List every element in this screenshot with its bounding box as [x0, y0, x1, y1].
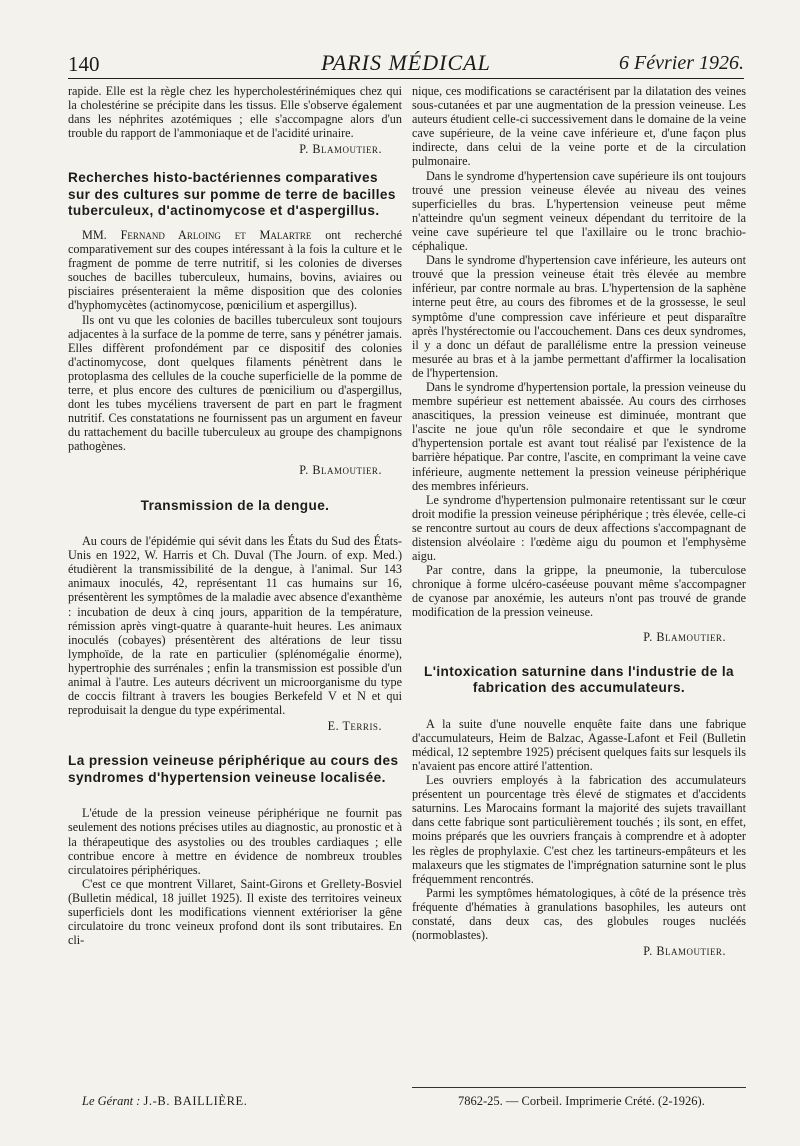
- page-number: 140: [68, 52, 100, 76]
- article-paragraph: Dans le syndrome d'hypertension cave inférieure, les auteurs ont trouvé que la pression veineuse était très élevée au membre inférieur, par contre normale au bras. L'hypertension de la saphène interne peut être, au cours des fibromes et de la grossesse, le seul symptôme d'une compression cave inférieure et peut disparaître après l'hystérectomie ou l'accouchement. Dans ces deux syndromes, il y a donc un défaut de parallélisme entre la pression veineuse mesurée au bras et à la jambe permettant d'affirmer la localisation de l'hypertension.: [412, 253, 746, 380]
- article-title-dengue: Transmission de la dengue.: [140, 497, 330, 513]
- article-signature: P. Blamoutier.: [643, 629, 726, 644]
- article-paragraph: C'est ce que montrent Villaret, Saint-Girons et Grellety-Bosviel (Bulletin médical, 18 juillet 1925). Il existe des territoires veineux superficiels dont les modifications viennent extérioriser la gêne circulatoire du tronc veineux profond dont ils sont tributaires. En cli-: [68, 876, 402, 948]
- article-title-pression: La pression veineuse périphérique au cours des syndromes d'hypertension veineuse localisée.: [68, 753, 399, 785]
- article-signature: P. Blamoutier.: [299, 463, 382, 478]
- article-signature: E. Terris.: [327, 719, 382, 734]
- journal-title: PARIS MÉDICAL: [321, 50, 491, 75]
- article-paragraph: Dans le syndrome d'hypertension portale, la pression veineuse du membre supérieur est nettement abaissée. Au cours des cirrhoses anascitiques, la pression veineuse est diminuée, montrant que l'ascite ne joue qu'un rôle secondaire et que le syndrome d'hypertension portale est avant tout réalisé par l'existence de la barrière hépatique. Par contre, l'ascite, en comprimant la veine cave inférieure, augmente nettement la pression veineuse périphérique des membres inférieurs.: [412, 379, 746, 493]
- article-title-saturnine: L'intoxication saturnine dans l'industrie de la fabrication des accumulateurs.: [423, 663, 735, 696]
- article-paragraph: Le syndrome d'hypertension pulmonaire retentissant sur le cœur droit modifie la pression veineuse périphérique ; très élevée, celle-ci se rencontre surtout au cours de deux affections s'accompagnant de distension alvéolaire : l'œdème aigu du poumon et l'emphysème aigu.: [412, 492, 746, 564]
- article-paragraph: Ils ont vu que les colonies de bacilles tuberculeux sont toujours adjacentes à la surface de la pomme de terre, sans y pénétrer jamais. Elles diffèrent profondément par ce dispositif des colonies d'actinomycose, dont quelques filaments pénètrent dans le protoplasma des cellules de la couche superficielle de la pomme de terre, et plus encore des cultures de pœnicilium ou d'aspergillus, dont les tubes mycéliens traversent de part en part le fragment nutritif. Ces constatations ne fournissent pas un argument en faveur du rattachement du bacille tuberculeux au groupe des champignons pathogènes.: [68, 312, 402, 454]
- left-column: [68, 84, 402, 1089]
- article-signature: P. Blamoutier.: [643, 944, 726, 959]
- article-authors: MM. Fernand Arloing et Malartre: [82, 227, 312, 242]
- intro-paragraph: rapide. Elle est la règle chez les hypercholestérinémiques chez qui la cholestérine se précipite dans les tissus. Elle s'observe également dans les néphrites azotémiques ; elle s'accompagne alors d'un trouble du rapport de l'ammoniaque et de l'acidité urinaire.: [68, 84, 402, 141]
- right-column: [412, 84, 746, 1089]
- printer-line: 7862-25. — Corbeil. Imprimerie Crété. (2-1926).: [458, 1094, 705, 1108]
- article-paragraph: ont recherché comparativement sur des coupes intéressant à la fois la culture et le fragment de pomme de terre nutritif, si les colonies de diverses souches de bacilles tuberculeux, humains, bovins, aviaires ou pisciaires présenteraient la même disposition que des colonies d'hyphomycètes (actinomycose, pœnicilium et aspergillus).: [68, 227, 402, 313]
- article-paragraph: A la suite d'une nouvelle enquête faite dans une fabrique d'accumulateurs, Heim de Balzac, Agasse-Lafont et Feil (Bulletin médical, 12 septembre 1925) précisent quelques faits sur lesquels ils n'avaient pas encore attiré l'attention.: [412, 716, 746, 773]
- gerant-name: J.-B. BAILLIÈRE.: [143, 1094, 248, 1108]
- page-footer: [68, 1094, 744, 1118]
- article-paragraph: Parmi les symptômes hématologiques, à côté de la présence très fréquente d'hématies à granulations basophiles, les auteurs ont constaté, dans deux cas, des globules rouges nucléés (normoblastes).: [412, 885, 746, 943]
- gerant-line: [82, 1094, 248, 1109]
- article-paragraph: Dans le syndrome d'hypertension cave supérieure ils ont toujours trouvé une pression veineuse élevée au niveau des veines superficielles du bras. L'hypertension veineuse peut même n'atteindre qu'un segment veineux dépendant du territoire de la veine cave supérieure tel que l'axillaire ou le tronc brachio-céphalique.: [412, 168, 746, 254]
- issue-date: 6 Février 1926.: [619, 52, 744, 74]
- article-paragraph: Les ouvriers employés à la fabrication des accumulateurs présentent un pourcentage très élevé de stigmates et d'accidents saturnins. Les Marocains formant la majorité des sujets travaillant dans cette fabrique sont particulièrement touchés ; ils sont, en effet, moins préparés que les ouvriers français à comprendre et à adopter les règles de prophylaxie. C'est chez les tartineurs-empâteurs et les malaxeurs que les stigmates de l'imprégnation saturnine sont le plus fréquemment rencontrés.: [412, 773, 746, 886]
- article-title-histo: Recherches histo-bactériennes comparatives sur des cultures sur pomme de terre de bacilles tuberculeux, d'actinomycose et d'aspergillus.: [68, 170, 396, 219]
- gerant-label: Le Gérant :: [82, 1094, 141, 1108]
- header-rule: [68, 78, 744, 79]
- page-header: [68, 48, 744, 78]
- footer-rule: [412, 1087, 746, 1088]
- article-paragraph: L'étude de la pression veineuse périphérique ne fournit pas seulement des notions précises utiles au diagnostic, au pronostic et à la thérapeutique des asystolies ou des troubles cardiaques ; elle contribue encore à mettre en évidence de nombreux troubles circulatoires périphériques.: [68, 806, 402, 877]
- continued-paragraph: nique, ces modifications se caractérisent par la dilatation des veines sous-cutanées et par une augmentation de la pression veineuse. Les auteurs étudient celle-ci successivement dans le domaine de la veine cave supérieure, de la veine cave inférieure et, d'une façon plus indirecte, dans celui de la veine porte et de la circulation pulmonaire.: [412, 84, 746, 169]
- article-paragraph: Au cours de l'épidémie qui sévit dans les États du Sud des États-Unis en 1922, W. Harris et Ch. Duval (The Journ. of exp. Med.) étudièrent la transmissibilité de la dengue, à l'animal. Sur 143 animaux inoculés, 42, représentant 11 cas humains sur 16, présentèrent les symptômes de la maladie avec absence d'exanthème : incubation de deux à cinq jours, apparition de la température, rémission après vingt-quatre à quarante-huit heures. Les animaux inoculés (cobayes) présentèrent des altérations de leur tissu lymphoïde, de la rate en particulier (splénomégalie énorme), hypertrophie des surrénales ; enfin la transmission est possible d'un animal à l'autre. Les auteurs décrivent un microorganisme du type de coccis filtrant à travers les bougies Berkefeld V et N et qui reproduisait la dengue du type expérimental.: [68, 534, 402, 718]
- article-paragraph: Par contre, dans la grippe, la pneumonie, la tuberculose chronique à forme ulcéro-caséeuse pouvant même s'accompagner de cyanose par anoxémie, les auteurs n'ont pas trouvé de grande modification de la pression veineuse.: [412, 563, 746, 620]
- intro-signature: P. Blamoutier.: [299, 142, 382, 157]
